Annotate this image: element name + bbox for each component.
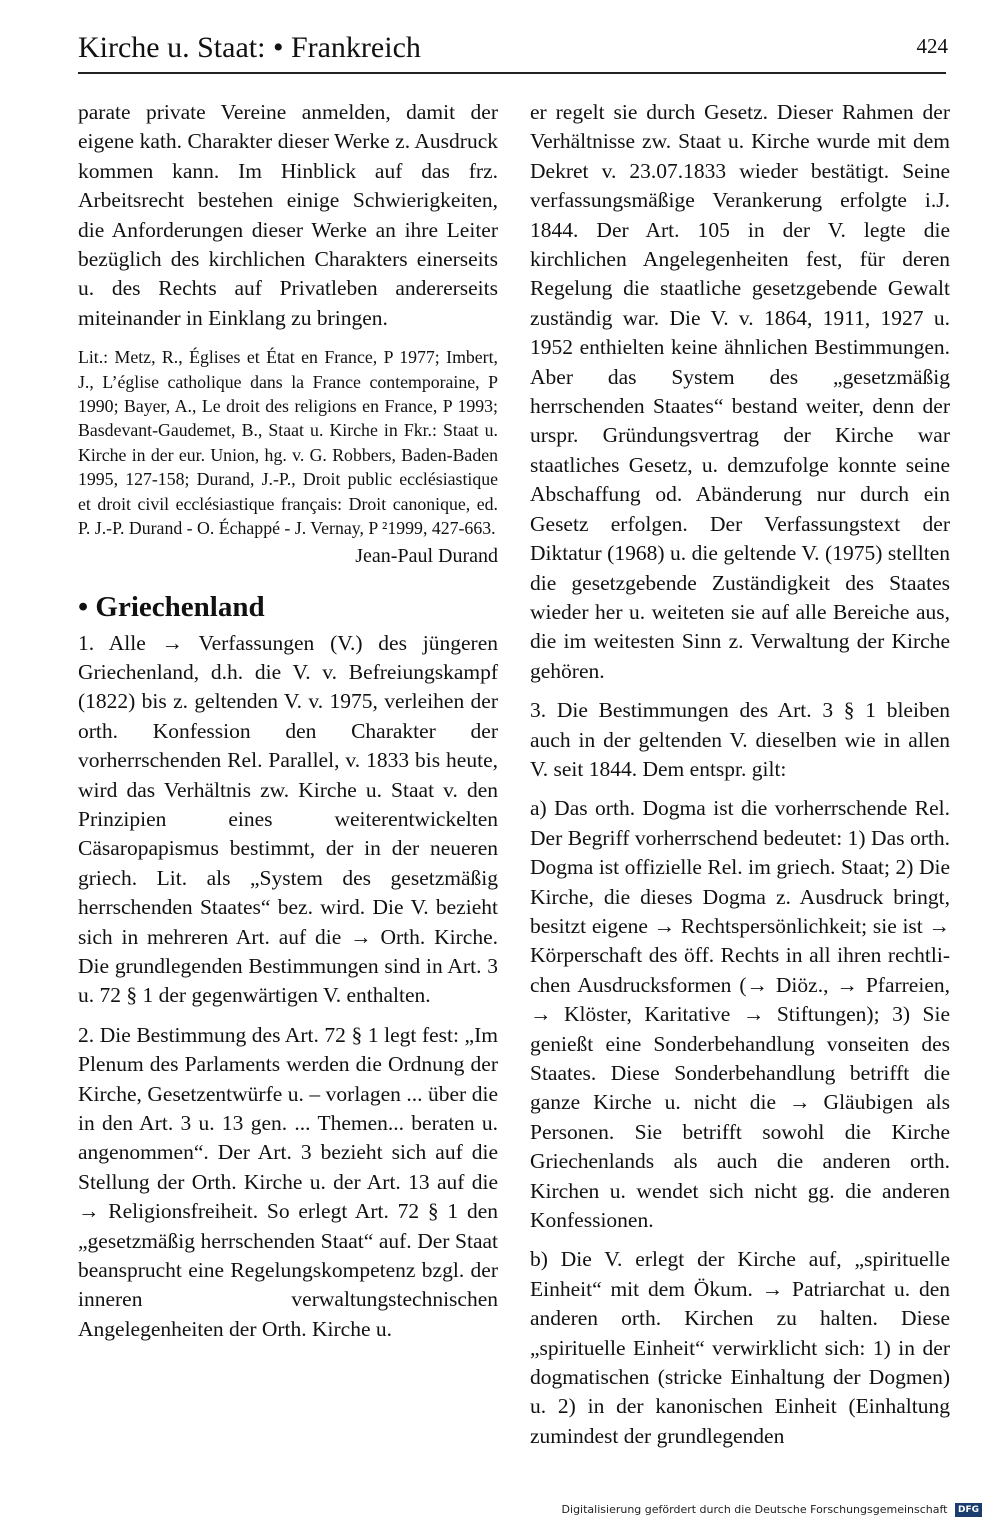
- paragraph: 3. Die Bestimmungen des Art. 3 § 1 bleiben auch in der geltenden V. dieselben wie in allen V. seit 1844. Dem entspr. gilt:: [530, 698, 950, 781]
- paragraph: 1. Alle → Verfassungen (V.) des jüngeren Griechenland, d.h. die V. v. Befreiungskampf (1822) bis z. geltenden V. v. 1975, verleihen der orth. Konfession den Charakter der vorherrschenden Rel. Parallel, v. 1833 bis heute, wird das Verhältnis zw. Kirche u. Staat v. den Prinzipien eines weiterentwickelten Cäsaropapismus bestimmt, der in der neueren griech. Lit. als „System des gesetzmäßig herrschenden Staates“ bez. wird. Die V. bezieht sich in mehreren Art. auf die → Orth. Kirche. Die grundlegenden Bestimmungen sind in Art. 3 u. 72 § 1 der gegenwärtigen V. enthalten.: [78, 630, 498, 1008]
- paragraph: er regelt sie durch Gesetz. Dieser Rahmen der Verhältnisse zw. Staat u. Kirche wurde mit dem Dekret v. 23.07.1833 wieder bestätigt. Seine verfassungsmäßige Verankerung erfolgte i.J. 1844. Der Art. 105 in der V. legte die kirchlichen Angelegenheiten fest, für deren Regelung die staatliche gesetzgebende Gewalt zuständig war. Die V. v. 1864, 1911, 1927 u. 1952 enthielten keine ähnlichen Bestimmungen. Aber das System des „gesetzmäßig herrschenden Staates“ bestand weiter, denn der urspr. Gründungsvertrag der Kirche war staatliches Gesetz, u. demzufolge konnte seine Abschaffung od. Abänderung nur durch ein Gesetz erfolgen. Der Verfassungstext der Diktatur (1968) u. die geltende V. (1975) stellten die gesetzgebende Zuständigkeit des Staates wieder her u. weiteten sie auf alle Bereiche aus, die im weitesten Sinn z. Verwaltung der Kirche gehören.: [530, 100, 950, 683]
- left-column: [78, 98, 498, 1344]
- paragraph: 2. Die Bestimmung des Art. 72 § 1 legt fest: „Im Plenum des Parlaments werden die Ordnung der Kirche, Gesetzentwürfe u. – vorlagen ... über die in den Art. 3 u. 13 gen. ... Themen... beraten u. angenommen“. Der Art. 3 bezieht sich auf die Stellung der Orth. Kirche u. der Art. 13 auf die → Religionsfreiheit. So erlegt Art. 72 § 1 den „gesetzmäßig herrschenden Staat“ auf. Der Staat beansprucht eine Regelungskompetenz bzgl. der inneren verwaltungstechnischen Angelegenheiten der Orth. Kirche u.: [78, 1022, 498, 1341]
- paragraph: b) Die V. erlegt der Kirche auf, „spirituelle Einheit“ mit dem Ökum. → Patriarchat u. den anderen orth. Kirchen zu halten. Diese „spirituelle Einheit“ verwirklicht sich: 1) in der dogmatischen (stricke Einhaltung der Dogmen) u. 2) in der kanonischen Einheit (Einhaltung zumindest der grundlegenden: [530, 1247, 950, 1448]
- funding-note: [562, 1503, 982, 1517]
- dfg-logo: DFG: [955, 1503, 982, 1517]
- section-heading: • Griechenland: [78, 590, 265, 623]
- author-signature: Jean-Paul Durand: [355, 544, 498, 567]
- header-rule: [78, 72, 946, 74]
- funding-text: Digitalisierung gefördert durch die Deutsche Forschungsgemeinschaft: [561, 1503, 948, 1516]
- running-header-title: Kirche u. Staat: • Frankreich: [78, 31, 421, 64]
- literature-list: Lit.: Metz, R., Églises et État en France, P 1977; Imbert, J., L’église catholique dans la France contemporaine, P 1990; Bayer, A., Le droit des religions en France, P 1993; Basdevant-Gaudemet, B., Staat u. Kirche in Fkr.: Staat u. Kirche in der eur. Union, hg. v. G. Robbers, Baden-Baden 1995, 127-158; Durand, J.-P., Droit public ecclésiastique et droit civil ecclésiastique français: Droit canonique, ed. P. J.-P. Durand - O. Échappé - J. Vernay, P ²1999, 427-663.: [78, 347, 498, 539]
- paragraph: parate private Vereine anmelden, damit der eigene kath. Charakter dieser Werke z. Ausdruck kommen kann. Im Hinblick auf das frz. Arbeitsrecht bestehen einige Schwierigkeiten, die Anforderungen dieser Werke an ihre Leiter bezüglich des kirchlichen Charakters einerseits u. des Rechts auf Privatleben andererseits miteinander in Einklang zu bringen.: [78, 100, 498, 330]
- page-number: 424: [916, 34, 948, 58]
- paragraph: a) Das orth. Dogma ist die vorherrschende Rel. Der Begriff vorherrschend bedeutet: 1) Das orth. Dogma ist offizielle Rel. im griech. Staat; 2) Die Kirche, die dieses Dogma z. Ausdruck bringt, besitzt eigene → Rechtspersönlichkeit; sie ist → Körperschaft des öff. Rechts in all ihren rechtlichen Ausdrucksformen (→ Diöz., → Pfarreien, → Klöster, Karitative → Stiftungen); 3) Sie genießt eine Sonderbehandlung vonseiten des Staates. Diese Sonderbehandlung betrifft die ganze Kirche u. nicht die → Gläubigen als Personen. Sie betrifft sowohl die Kirche Griechenlands als auch die anderen orth. Kirchen u. wendet sich nicht gg. die anderen Konfessionen.: [530, 796, 950, 1233]
- right-column: [530, 98, 950, 1451]
